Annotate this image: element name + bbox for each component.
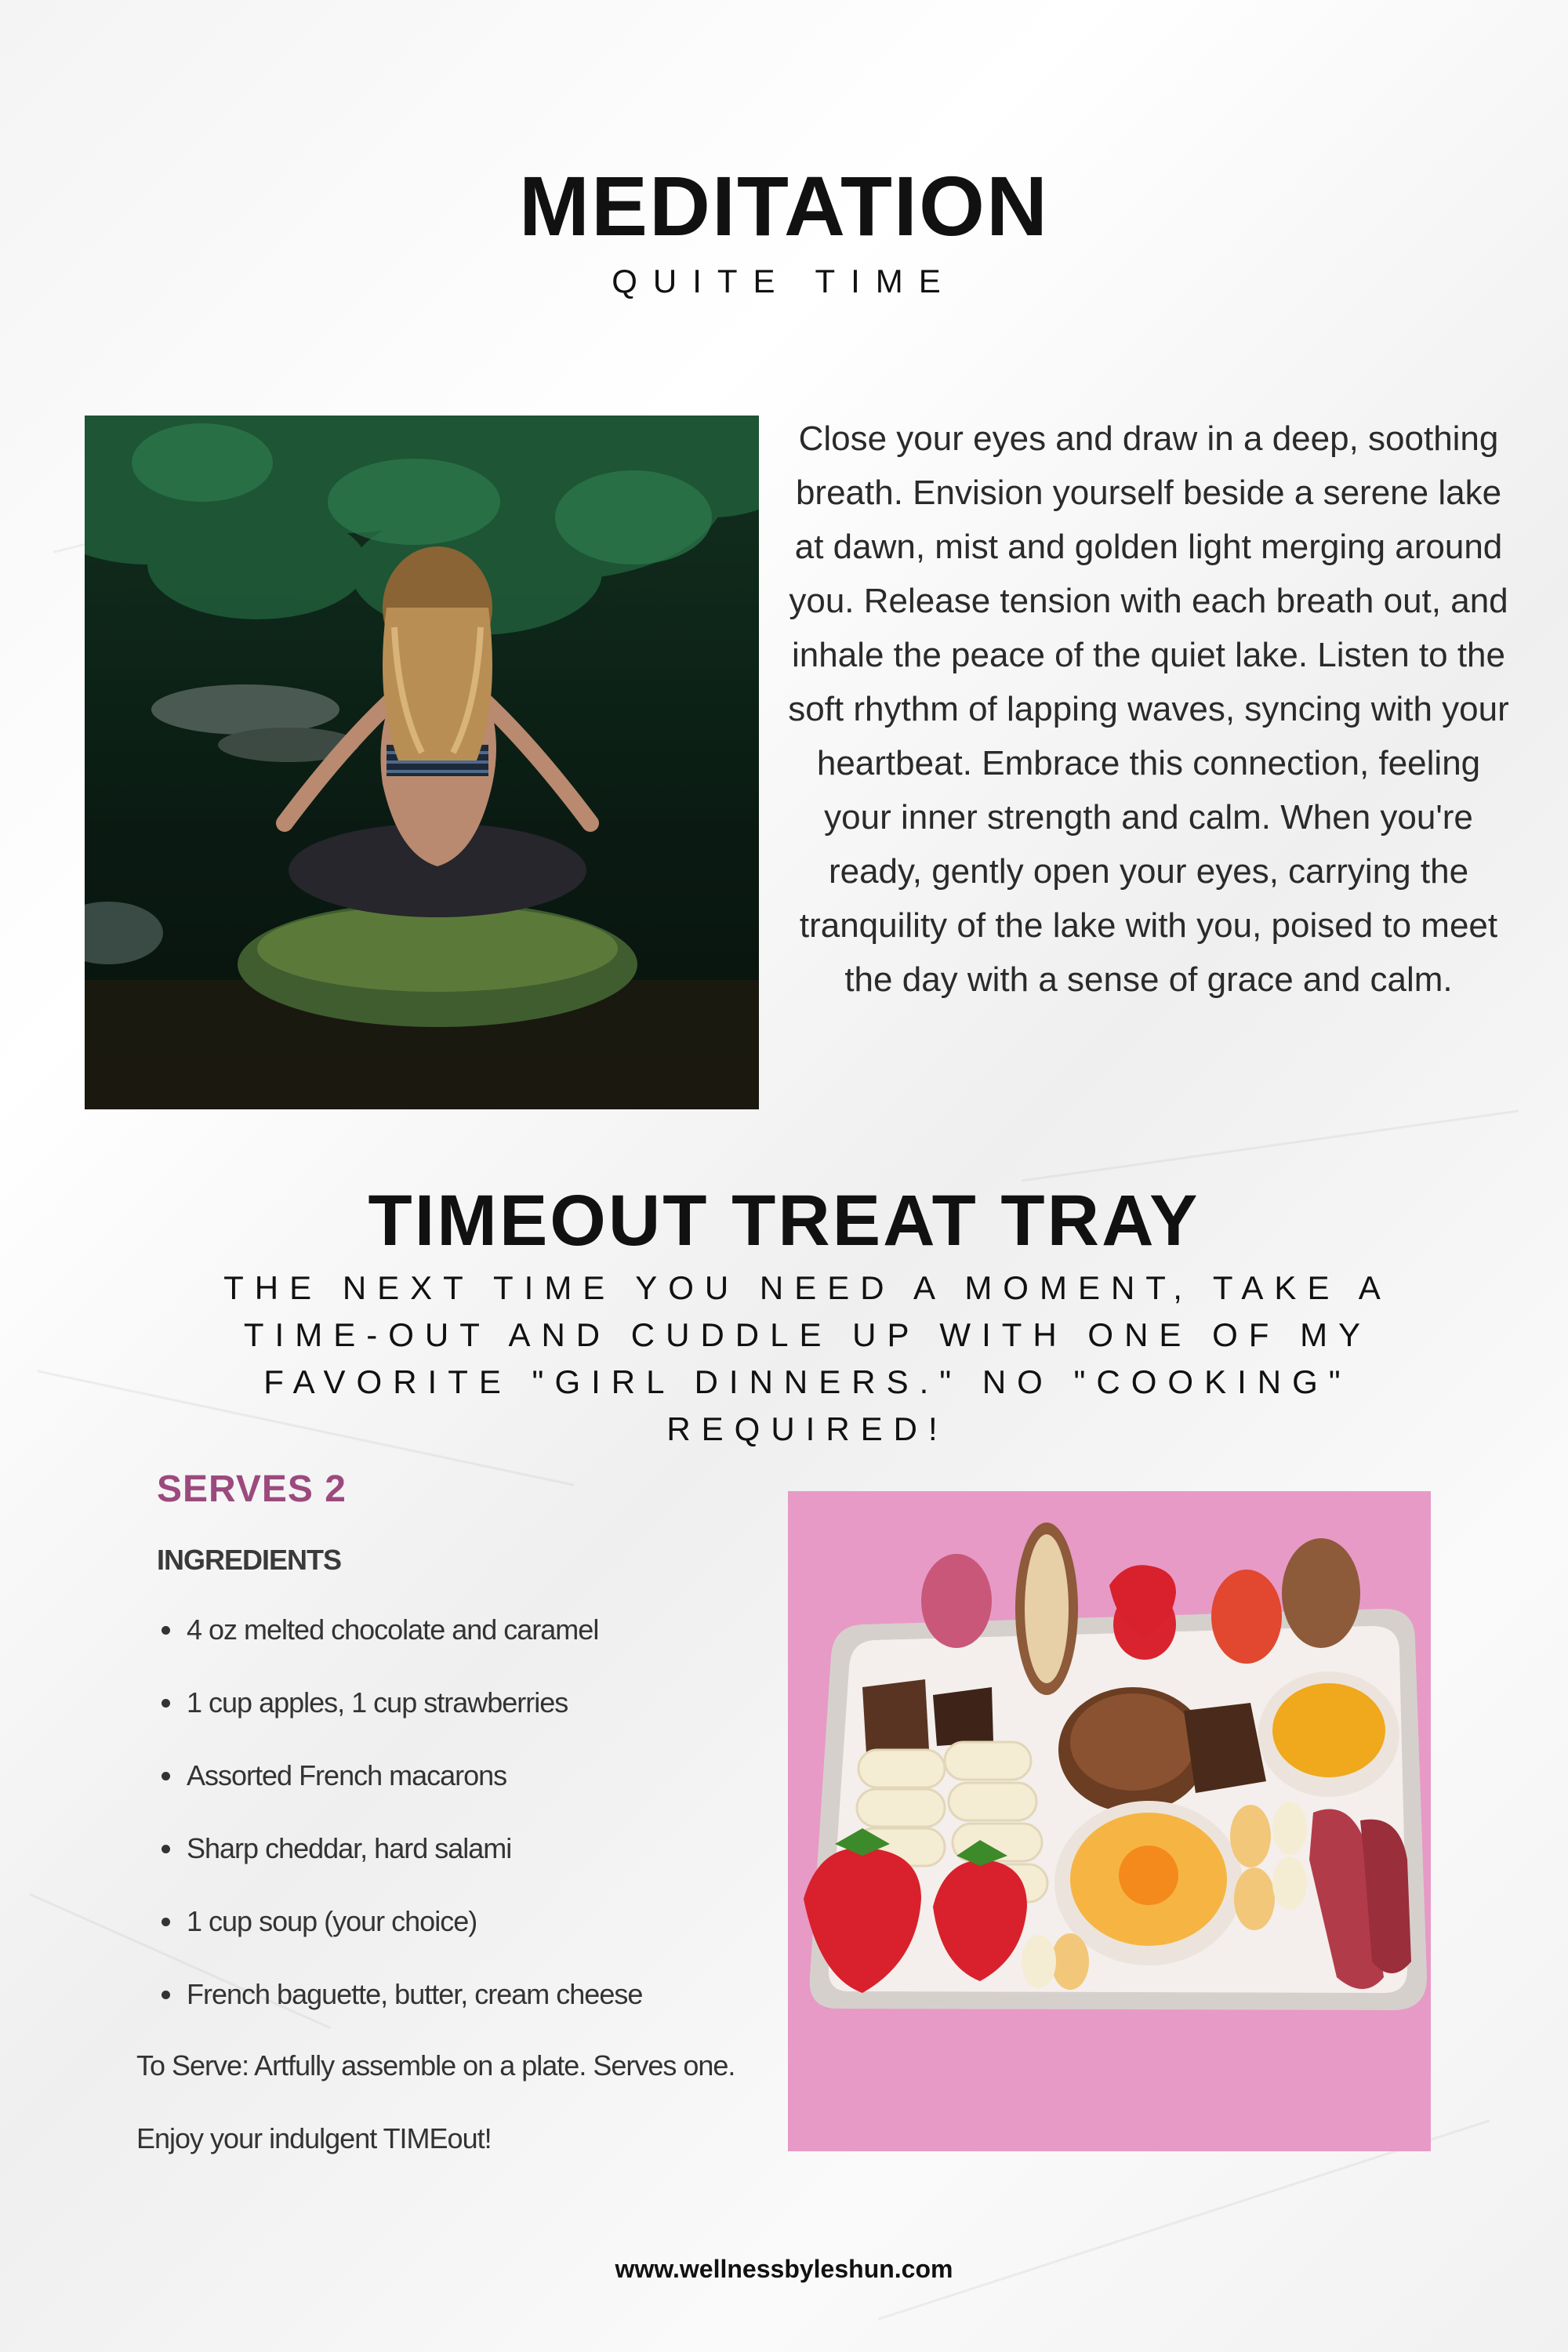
list-item: French baguette, butter, cream cheese: [157, 1976, 642, 2049]
list-item: 4 oz melted chocolate and caramel: [157, 1611, 642, 1684]
list-item: 1 cup soup (your choice): [157, 1903, 642, 1976]
list-item: Sharp cheddar, hard salami: [157, 1830, 642, 1903]
serves-label: SERVES 2: [157, 1468, 347, 1510]
ingredients-heading: INGREDIENTS: [157, 1544, 342, 1576]
enjoy-note: Enjoy your indulgent TIMEout!: [136, 2122, 492, 2154]
treat-tray-photo: [788, 1491, 1431, 2151]
treat-tray-subtitle: THE NEXT TIME YOU NEED A MOMENT, TAKE A TIME-OUT AND CUDDLE UP WITH ONE OF MY FAVORITE "GIRL DINNERS." NO "COOKING" REQUIRED!: [223, 1269, 1392, 1447]
serve-instruction: To Serve: Artfully assemble on a plate. Serves one.: [136, 2049, 735, 2082]
meditation-body-text: Close your eyes and draw in a deep, soothing breath. Envision yourself beside a serene lake at dawn, mist and golden light merging around you. Release tension with each breath out, and inhale the peace of the quiet lake. Listen to the soft rhythm of lapping waves, syncing with your heartbeat. Embrace this connection, feeling your inner strength and calm. When you're ready, gently open your eyes, carrying the tranquility of the lake with you, poised to meet the day with a sense of grace and calm.: [788, 419, 1509, 999]
list-item: Assorted French macarons: [157, 1757, 642, 1830]
meditation-photo: [85, 416, 759, 1109]
treat-tray-title: TIMEOUT TREAT TRAY: [368, 1181, 1200, 1261]
footer-url[interactable]: www.wellnessbyleshun.com: [615, 2255, 953, 2283]
ingredients-list: [157, 1611, 642, 2049]
meditation-title: MEDITATION: [519, 158, 1049, 253]
list-item: 1 cup apples, 1 cup strawberries: [157, 1684, 642, 1757]
meditation-subtitle: QUITE TIME: [612, 263, 956, 299]
